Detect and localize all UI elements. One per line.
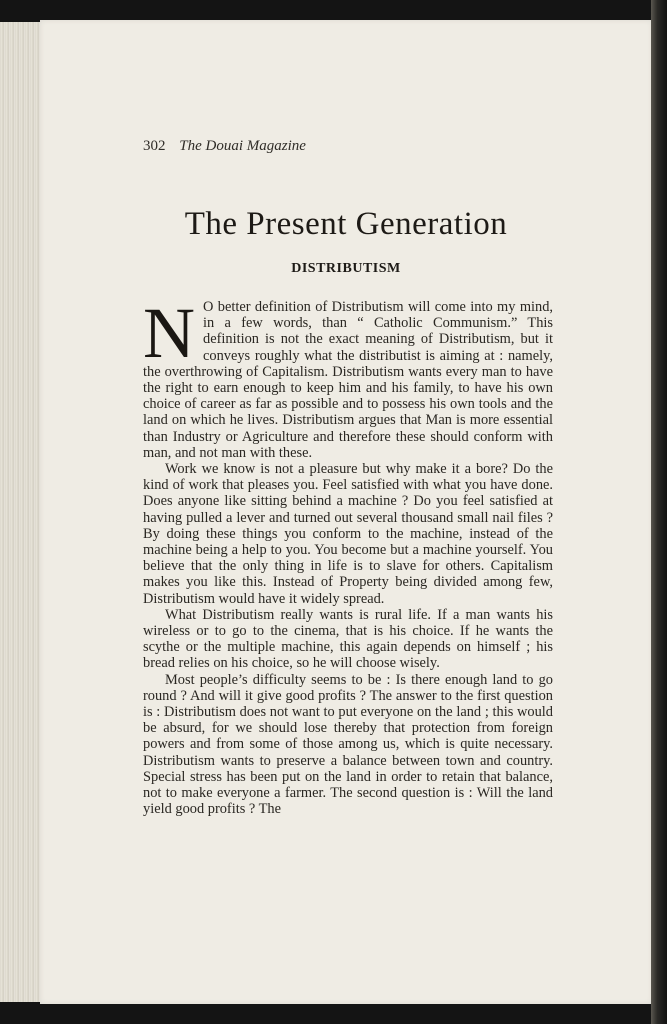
paragraph: What Distributism really wants is rural life. If a man wants his wireless or to go to the cinema, that is his choice. If he wants the scythe or the multiple machine, this again depends on himself ; his bread relies on his choice, so he will choose wisely. [143, 606, 553, 672]
article-subtitle: DISTRIBUTISM [291, 261, 401, 276]
article-title: The Present Generation [184, 206, 508, 242]
paragraph: Most people’s difficulty seems to be : Is there enough land to go round ? And will it give good profits ? The answer to the first question is : Distributism does not want to put everyone on the land ; this would be absurd, for we should lose thereby that protection from foreign powers and from some of those among us, which is quite necessary. Distributism wants to preserve a balance between town and country. Special stress has been put on the land in order to retain that balance, not to make everyone a farmer. The second question is : Will the land yield good profits ? The [143, 671, 553, 818]
book-page-edges [0, 22, 41, 1002]
paragraph: Work we know is not a pleasure but why make it a bore? Do the kind of work that pleases you. Feel satisfied with what you have done. Does anyone like sitting behind a machine ? Do you feel satisfied at having pulled a lever and turned out several thousand small nail files ? By doing these things you conform to the machine, instead of the machine being a help to you. You become but a machine yourself. You believe that the only thing in life is to slave for others. Capitalism makes you like this. Instead of Property being divided among few, Distributism would have it widely spread. [143, 461, 553, 607]
magazine-page [40, 20, 652, 1004]
article-body [143, 293, 553, 818]
paragraph [143, 293, 553, 461]
running-header [143, 138, 306, 155]
magazine-name: The Douai Magazine [179, 138, 306, 154]
book-cover-edge [651, 0, 667, 1024]
drop-cap: N [143, 293, 195, 373]
page-number: 302 [143, 138, 166, 154]
paragraph-text: O better definition of Distributism will come into my mind, in a few words, than “ Catholic Communism.” This definition is not the exact meaning of Distributism, but it conveys roughly what the distributist is aiming at : namely, the overthrowing of Capitalism. Distributism wants every man to have the right to earn enough to keep him and his family, to have his own choice of career as far as possible and to possess his own tools and the land on which he lives. Distributism argues that Man is more essential than Industry or Agriculture and therefore these should conform with man, and not man with these. [143, 299, 553, 461]
